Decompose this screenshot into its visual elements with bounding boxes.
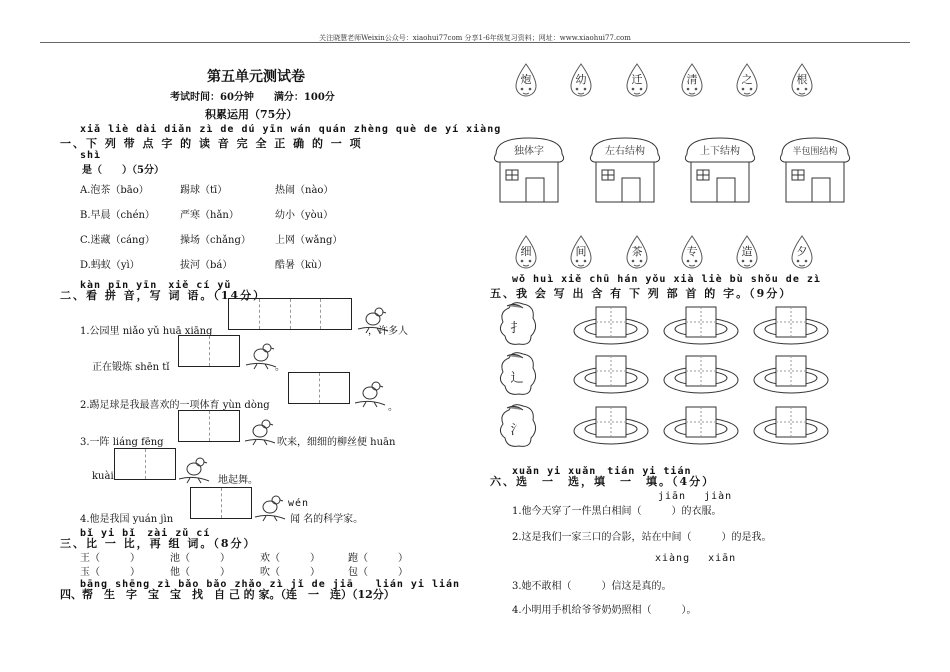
q2-s3d: 地起舞。: [218, 475, 258, 486]
q3-r2-4[interactable]: 包（ ）: [348, 567, 408, 578]
water-drop-icon[interactable]: [788, 234, 816, 270]
option-c-1[interactable]: C.迷藏（cáng）: [80, 235, 155, 246]
water-drop-icon[interactable]: [623, 62, 651, 98]
answer-box-niao-yu-hua-xiang[interactable]: [228, 298, 352, 330]
house-label: 半包围结构: [792, 147, 838, 157]
plate-answer-box[interactable]: [662, 405, 740, 447]
drop-char: 根: [796, 73, 808, 86]
q5-title: 五、我 会 写 出 含 有 下 列 部 首 的 字。（9分）: [490, 287, 793, 300]
q2-s1b: ，许多人: [368, 326, 408, 337]
house-icon[interactable]: [681, 134, 759, 204]
plate-answer-box[interactable]: [752, 354, 830, 396]
drop-char: 迁: [631, 73, 643, 86]
q6-s1[interactable]: 1.他今天穿了一件黑白相间（ ）的衣服。: [512, 506, 722, 517]
option-d-3: 酷暑（kù）: [275, 260, 328, 271]
header-rule: [40, 42, 910, 43]
q1-pinyin: xiǎ liè dài diǎn zì de dú yīn wán quán zhèng què de yí xiàng: [80, 124, 502, 135]
plate-answer-box[interactable]: [572, 305, 650, 347]
q1-pinyin2: shì: [80, 150, 102, 161]
drop-char: 之: [741, 73, 753, 86]
house-icon[interactable]: [490, 134, 568, 204]
section-title: 积累运用（75分）: [205, 108, 298, 121]
water-drop-icon[interactable]: [567, 62, 595, 98]
house-label: 上下结构: [700, 146, 740, 157]
q2-s1c: 正在锻炼 shēn tǐ: [92, 362, 170, 373]
q2-s1a: 1.公园里 niǎo yǔ huā xiāng: [80, 326, 213, 337]
water-drop-icon[interactable]: [788, 62, 816, 98]
q2-s4b: 闻 名的科学家。: [290, 514, 364, 525]
plate-answer-box[interactable]: [662, 354, 740, 396]
q3-r1-1[interactable]: 王（ ）: [80, 553, 140, 564]
q4-pinyin: bāng shēng zì bǎo bǎo zhǎo zì jǐ de jiā lián yi lián: [80, 579, 461, 590]
q6-s3[interactable]: 3.她不敢相（ ）信这是真的。: [512, 581, 672, 592]
answer-box-yuan-jin[interactable]: [190, 487, 252, 519]
q2-s2b: 。: [388, 402, 398, 413]
bird-icon: [352, 376, 388, 408]
q2-s4a: 4.他是我国 yuán jìn: [80, 514, 174, 525]
q3-pinyin: bǐ yi bǐ zài zǔ cí: [80, 528, 211, 539]
water-drop-icon[interactable]: [567, 234, 595, 270]
page-header: 关注晓慧老师Weixin公众号：xiaohui77com 分享1-6年级复习资料；网址：www.xiaohui77.com: [319, 34, 631, 42]
answer-box-shen-ti[interactable]: [178, 335, 240, 367]
water-drop-icon[interactable]: [678, 234, 706, 270]
q3-r1-2[interactable]: 池（ ）: [170, 553, 230, 564]
plate-answer-box[interactable]: [752, 405, 830, 447]
house-icon[interactable]: [776, 134, 854, 204]
water-drop-icon[interactable]: [512, 234, 540, 270]
radical-char: 扌: [510, 321, 524, 336]
q2-s4-pinyin: wén: [288, 498, 310, 509]
drop-char: 夕: [796, 245, 808, 258]
q6-pinyin-1: jiān jiàn: [658, 491, 733, 502]
bird-icon: [176, 452, 212, 484]
option-b-1[interactable]: B.早晨（chén）: [80, 210, 155, 221]
drop-char: 细: [520, 245, 532, 258]
option-a-1[interactable]: A.泡茶（bāo）: [80, 185, 149, 196]
water-drop-icon[interactable]: [623, 234, 651, 270]
q3-r2-1[interactable]: 玉（ ）: [80, 567, 140, 578]
q2-s3b: 吹来，细细的柳丝便 huān: [277, 437, 396, 448]
q2-pinyin: kàn pīn yīn xiě cí yǔ: [80, 280, 232, 291]
option-c-3: 上网（wǎng）: [275, 235, 343, 246]
option-a-2: 踢球（tī）: [180, 185, 228, 196]
water-drop-icon[interactable]: [733, 62, 761, 98]
q2-s2a: 2.踢足球是我最喜欢的一项体育 yùn dòng: [80, 400, 270, 411]
water-drop-icon[interactable]: [512, 62, 540, 98]
q5-pinyin: wǒ huì xiě chū hán yǒu xià liè bù shǒu de zì: [512, 274, 821, 285]
q3-title: 三、比 一 比，再 组 词。（8分）: [60, 537, 257, 550]
q1-title: 一、下 列 带 点 字 的 读 音 完 全 正 确 的 一 项: [60, 137, 363, 150]
water-drop-icon[interactable]: [733, 234, 761, 270]
drop-char: 茶: [631, 245, 643, 258]
q6-s4[interactable]: 4.小明用手机给爷爷奶奶照相（ ）。: [512, 605, 697, 616]
drop-char: 清: [686, 73, 698, 86]
q2-title: 二、看 拼 音，写 词 语。（14分）: [60, 289, 267, 302]
q2-s1d: 。: [275, 362, 285, 373]
drop-char: 专: [686, 245, 698, 258]
water-drop-icon[interactable]: [678, 62, 706, 98]
bird-icon: [252, 490, 288, 522]
q4-title: 四、帮 生 字 宝 宝 找 自 己 的 家。（连 一 连）（12分）: [60, 588, 395, 601]
fruit-radical-icon: [497, 402, 539, 450]
plate-answer-box[interactable]: [752, 305, 830, 347]
drop-char: 间: [575, 245, 587, 258]
q3-r2-2[interactable]: 他（ ）: [170, 567, 230, 578]
bird-icon: [242, 414, 278, 446]
drop-char: 造: [741, 245, 753, 258]
option-b-2: 严寒（hǎn）: [180, 210, 239, 221]
option-d-1[interactable]: D.蚂蚁（yì）: [80, 260, 140, 271]
q6-title: 六、选 一 选，填 一 填。（4分）: [490, 475, 716, 488]
option-c-2: 操场（chǎng）: [180, 235, 251, 246]
house-icon[interactable]: [586, 134, 664, 204]
q2-s3a: 3.一阵 liáng fēng: [80, 437, 164, 448]
answer-box-yun-dong[interactable]: [288, 372, 350, 404]
radical-char: 氵: [510, 423, 524, 438]
q6-s2[interactable]: 2.这是我们一家三口的合影，站在中间（ ）的是我。: [512, 532, 772, 543]
radical-char: 辶: [510, 371, 524, 386]
fruit-radical-icon: [497, 350, 539, 398]
q6-pinyin-2: xiàng xiān: [655, 553, 737, 564]
q3-r1-4[interactable]: 跑（ ）: [348, 553, 408, 564]
fruit-radical-icon: [497, 300, 539, 348]
q1-title-end: 是（ ）（5分）: [82, 165, 164, 176]
answer-box-huan-kuai[interactable]: [114, 448, 176, 480]
answer-box-liang-feng[interactable]: [178, 410, 240, 442]
page-title: 第五单元测试卷: [207, 69, 305, 85]
exam-info: 考试时间：60分钟 满分：100分: [170, 92, 335, 103]
bird-icon: [243, 338, 279, 370]
house-label: 左右结构: [605, 146, 645, 157]
q2-s3c: kuài: [92, 471, 114, 482]
q6-pinyin: xuǎn yi xuǎn tián yi tián: [512, 466, 692, 477]
plate-answer-box[interactable]: [572, 354, 650, 396]
q3-r1-3[interactable]: 欢（ ）: [260, 553, 320, 564]
option-d-2: 拔河（bá）: [180, 260, 233, 271]
plate-answer-box[interactable]: [662, 305, 740, 347]
drop-char: 炮: [520, 73, 532, 86]
drop-char: 幼: [575, 73, 587, 86]
q3-r2-3[interactable]: 吹（ ）: [260, 567, 320, 578]
plate-answer-box[interactable]: [572, 405, 650, 447]
option-a-3: 热闹（nào）: [275, 185, 334, 196]
house-label: 独体字: [514, 146, 544, 157]
option-b-3: 幼小（yòu）: [275, 210, 334, 221]
